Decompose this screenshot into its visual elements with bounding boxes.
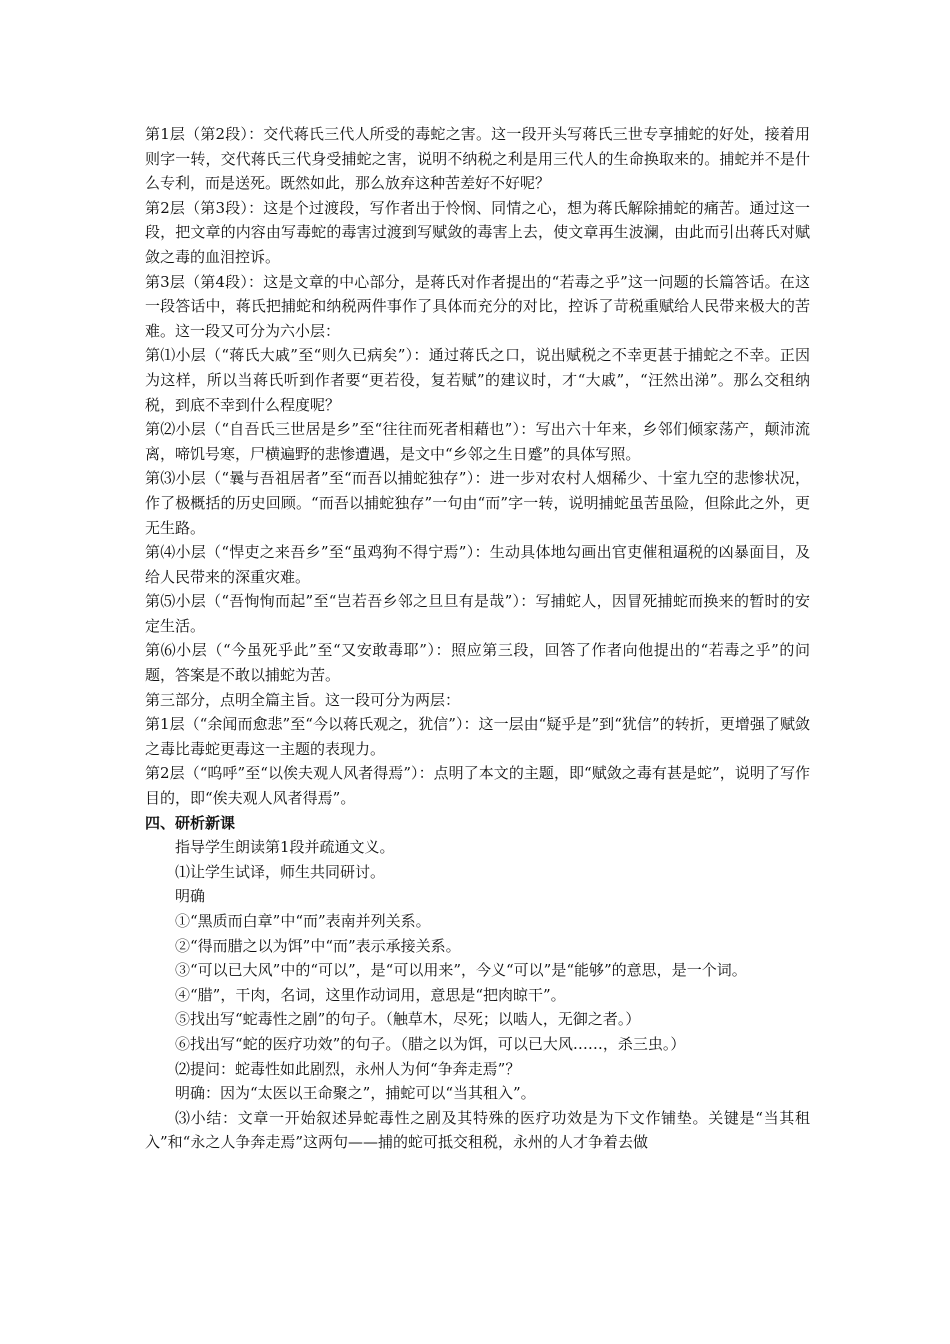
paragraph-step-3-summary: ⑶小结：文章一开始叙述异蛇毒性之剧及其特殊的医疗功效是为下文作铺垫。关键是“当其租入”和“永之人争奔走焉”这两句——捕的蛇可抵交租税，永州的人才争着去做 [145,1108,810,1152]
paragraph-sublayer-6: 第⑹小层（“今虽死乎此”至“又安敢毒耶”）：照应第三段，回答了作者向他提出的“若毒之乎”的问题，答案是不敢以捕蛇为苦。 [145,641,810,685]
paragraph-layer-2: 第2层（第3段）：这是个过渡段，写作者出于怜悯、同情之心，想为蒋氏解除捕蛇的痛苦。通过这一段，把文章的内容由写毒蛇的毒害过渡到写赋敛的毒害上去，使文章再生波澜，由此而引出蒋氏对赋敛之毒的血泪控诉。 [145,198,810,266]
paragraph-sublayer-1: 第⑴小层（“蒋氏大戚”至“则久已病矣”）：通过蒋氏之口，说出赋税之不幸更甚于捕蛇之不幸。正因为这样，所以当蒋氏听到作者要“更若役，复若赋”的建议时，才“大戚”，“汪然出涕”。那么交租纳税，到底不幸到什么程度呢？ [145,346,810,414]
paragraph-sublayer-2: 第⑵小层（“自吾氏三世居是乡”至“往往而死者相藉也”）：写出六十年来，乡邻们倾家荡产，颠沛流离，啼饥号寒，尸横遍野的悲惨遭遇，是文中“乡邻之生日蹙”的具体写照。 [145,420,810,463]
list-item: ⑥找出写“蛇的医疗功效”的句子。（腊之以为饵，可以已大风……，杀三虫。） [175,1034,686,1053]
paragraph-sublayer-4: 第⑷小层（“悍吏之来吾乡”至“虽鸡狗不得宁焉”）：生动具体地勾画出官吏催租逼税的凶暴面目，及给人民带来的深重灾难。 [145,543,810,586]
paragraph-step-2: ⑵提问：蛇毒性如此剧烈，永州人为何“争奔走焉”？ [175,1059,521,1078]
list-item: ②“得而腊之以为饵”中“而”表示承接关系。 [175,936,461,955]
paragraph-sublayer-5: 第⑸小层（“吾恂恂而起”至“岂若吾乡邻之旦旦有是哉”）：写捕蛇人，因冒死捕蛇而换来的暂时的安定生活。 [145,592,810,635]
paragraph-part-three-layer-1: 第1层（“余闻而愈悲”至“今以蒋氏观之，犹信”）：这一层由“疑乎是”到“犹信”的转折，更增强了赋敛之毒比毒蛇更毒这一主题的表现力。 [145,715,810,758]
paragraph-sublayer-3: 第⑶小层（“曩与吾祖居者”至“而吾以捕蛇独存”）：进一步对农村人烟稀少、十室九空的悲惨状况，作了极概括的历史回顾。“而吾以捕蛇独存”一句由“而”字一转，说明捕蛇虽苦虽险，但除此之外，更无生路。 [145,469,810,537]
paragraph-guide-reading: 指导学生朗读第1段并疏通文义。 [175,838,395,857]
list-item: ④“腊”，干肉，名词，这里作动词用，意思是“把肉晾干”。 [175,985,566,1004]
paragraph-step-2-answer: 明确：因为“太医以王命聚之”，捕蛇可以“当其租入”。 [175,1084,536,1103]
section-heading: 四、研析新课 [145,813,236,832]
paragraph-answer-label: 明确 [175,887,206,906]
paragraph-layer-1: 第1层（第2段）：交代蒋氏三代人所受的毒蛇之害。这一段开头写蒋氏三世专享捕蛇的好处，接着用则字一转，交代蒋氏三代身受捕蛇之害，说明不纳税之利是用三代人的生命换取来的。捕蛇并不是什么专利，而是送死。既然如此，那么放弃这种苦差好不好呢？ [145,125,810,193]
list-item: ③“可以已大风”中的“可以”，是“可以用来”，今义“可以”是“能够”的意思，是一个词。 [175,961,747,980]
document-page [145,122,810,1155]
paragraph-part-three: 第三部分，点明全篇主旨。这一段可分为两层： [145,690,461,709]
list-item: ⑤找出写“蛇毒性之剧”的句子。（触草木，尽死；以啮人，无御之者。） [175,1010,641,1029]
paragraph-step-1: ⑴让学生试译，师生共同研讨。 [175,862,386,881]
list-item: ①“黑质而白章”中“而”表南并列关系。 [175,912,431,930]
paragraph-part-three-layer-2: 第2层（“呜呼”至“以俟夫观人风者得焉”）：点明了本文的主题，即“赋敛之毒有甚是蛇”，说明了写作目的，即“俟夫观人风者得焉”。 [145,764,810,808]
paragraph-layer-3: 第3层（第4段）：这是文章的中心部分，是蒋氏对作者提出的“若毒之乎”这一问题的长篇答话。在这一段答话中，蒋氏把捕蛇和纳税两件事作了具体而充分的对比，控诉了苛税重赋给人民带来极大的苦难。这一段又可分为六小层： [145,272,810,340]
